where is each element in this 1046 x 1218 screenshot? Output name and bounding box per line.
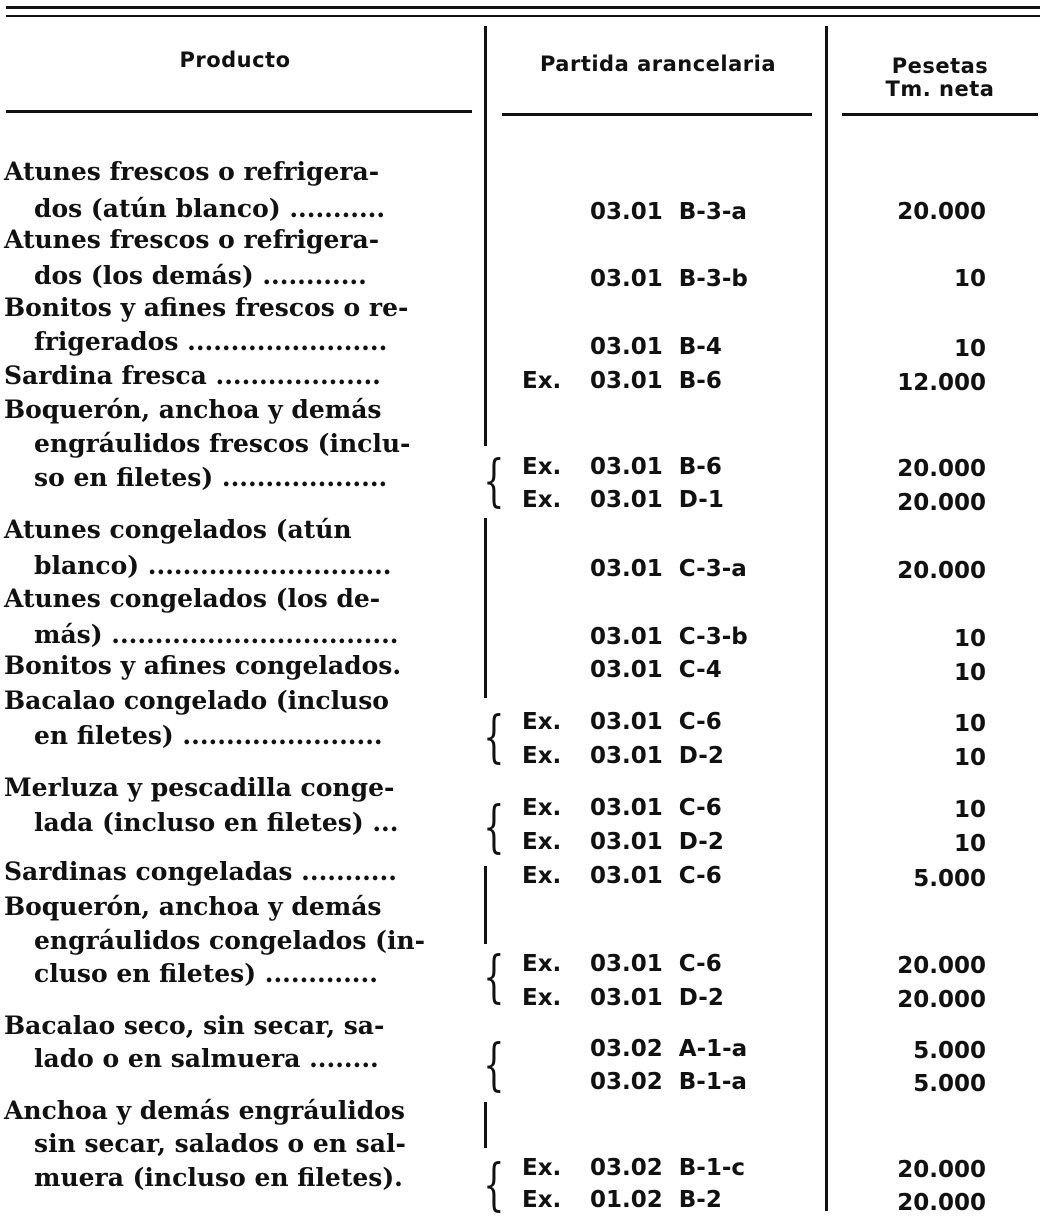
row-5-brace: { [483, 449, 505, 514]
header-pesetas-line1: Pesetas [891, 54, 989, 78]
row-13-value-1: 5.000 [913, 1038, 986, 1064]
row-5-line-1: Boquerón, anchoa y demás [4, 395, 382, 424]
row-14-line-2: sin secar, salados o en sal- [34, 1129, 406, 1158]
row-6-code-1: 03.01 C-3-a [590, 556, 747, 582]
row-7-value-1: 10 [953, 626, 986, 652]
row-2-line-2: dos (los demás) ............ [34, 261, 367, 290]
header-rule-producto [6, 110, 472, 113]
row-13-line-1: Bacalao seco, sin secar, sa- [4, 1011, 385, 1040]
header-pesetas-line2: Tm. neta [885, 77, 995, 101]
row-6-value-1: 20.000 [897, 558, 986, 584]
column-divider-left-2 [484, 518, 487, 698]
row-14-brace: { [483, 1153, 505, 1218]
row-12-value-1: 20.000 [897, 953, 986, 979]
row-1-line-2: dos (atún blanco) ........... [34, 194, 386, 223]
row-9-code-2: 03.01 D-2 [590, 743, 724, 769]
row-5-ex-2: Ex. [522, 487, 562, 513]
header-producto: Producto [179, 48, 291, 72]
row-5-line-3: so en filetes) ................... [34, 463, 388, 492]
row-5-code-1: 03.01 B-6 [590, 454, 722, 480]
row-11-value-1: 5.000 [913, 866, 986, 892]
header-partida: Partida arancelaria [539, 52, 777, 76]
row-4-value-1: 12.000 [897, 370, 986, 396]
row-13-code-2: 03.02 B-1-a [590, 1069, 747, 1095]
row-10-brace: { [483, 795, 505, 860]
row-5-ex-1: Ex. [522, 454, 562, 480]
row-12-line-2: engráulidos congelados (in- [34, 926, 426, 955]
row-3-value-1: 10 [953, 336, 986, 362]
row-4-code-1: 03.01 B-6 [590, 368, 722, 394]
row-8-code-1: 03.01 C-4 [590, 657, 722, 683]
row-7-line-1: Atunes congelados (los de- [4, 584, 381, 613]
row-12-ex-2: Ex. [522, 985, 562, 1011]
row-8-line-1: Bonitos y afines congelados. [4, 651, 402, 680]
row-9-value-2: 10 [953, 745, 986, 771]
row-10-code-1: 03.01 C-6 [590, 795, 722, 821]
row-6-line-2: blanco) ............................ [34, 551, 392, 580]
row-3-code-1: 03.01 B-4 [590, 334, 722, 360]
row-13-code-1: 03.02 A-1-a [590, 1036, 748, 1062]
row-3-line-1: Bonitos y afines frescos o re- [4, 293, 409, 322]
row-7-line-2: más) ................................. [34, 620, 399, 649]
row-12-line-3: cluso en filetes) ............. [34, 959, 378, 988]
row-5-value-2: 20.000 [897, 490, 986, 516]
row-1-code-1: 03.01 B-3-a [590, 199, 747, 225]
top-rule-2 [6, 15, 1040, 17]
row-12-line-1: Boquerón, anchoa y demás [4, 892, 382, 921]
row-10-ex-2: Ex. [522, 829, 562, 855]
row-14-value-2: 20.000 [897, 1190, 986, 1216]
row-10-ex-1: Ex. [522, 795, 562, 821]
row-14-ex-1: Ex. [522, 1155, 562, 1181]
row-13-line-2: lado o en salmuera ........ [34, 1044, 379, 1073]
row-14-line-3: muera (incluso en filetes). [34, 1163, 403, 1192]
row-4-line-1: Sardina fresca ................... [4, 361, 381, 390]
row-1-line-1: Atunes frescos o refrigera- [4, 157, 380, 186]
row-12-code-2: 03.01 D-2 [590, 985, 724, 1011]
row-10-line-1: Merluza y pescadilla conge- [4, 773, 395, 802]
row-11-line-1: Sardinas congeladas ........... [4, 857, 397, 886]
row-9-line-2: en filetes) ....................... [34, 721, 383, 750]
row-2-line-1: Atunes frescos o refrigera- [4, 225, 380, 254]
column-divider-right [825, 26, 828, 1211]
row-9-ex-1: Ex. [522, 709, 562, 735]
row-13-brace: { [483, 1033, 505, 1098]
row-10-value-2: 10 [953, 831, 986, 857]
row-12-brace: { [483, 945, 505, 1010]
row-7-code-1: 03.01 C-3-b [590, 624, 748, 650]
row-9-ex-2: Ex. [522, 743, 562, 769]
row-14-line-1: Anchoa y demás engráulidos [4, 1096, 405, 1125]
row-8-value-1: 10 [953, 660, 986, 686]
row-14-code-1: 03.02 B-1-c [590, 1155, 746, 1181]
row-14-value-1: 20.000 [897, 1157, 986, 1183]
row-11-ex-1: Ex. [522, 863, 562, 889]
row-12-value-2: 20.000 [897, 987, 986, 1013]
row-6-line-1: Atunes congelados (atún [4, 515, 352, 544]
row-2-value-1: 10 [953, 266, 986, 292]
column-divider-left-4 [484, 1102, 487, 1148]
row-9-brace: { [483, 705, 505, 770]
header-rule-partida [502, 113, 812, 116]
row-1-value-1: 20.000 [897, 199, 986, 225]
row-5-value-1: 20.000 [897, 456, 986, 482]
row-11-code-1: 03.01 C-6 [590, 863, 722, 889]
row-14-ex-2: Ex. [522, 1187, 562, 1213]
row-5-code-2: 03.01 D-1 [590, 487, 724, 513]
row-14-code-2: 01.02 B-2 [590, 1187, 722, 1213]
row-2-code-1: 03.01 B-3-b [590, 266, 748, 292]
column-divider-left-3 [484, 866, 487, 944]
row-9-value-1: 10 [953, 711, 986, 737]
row-10-value-1: 10 [953, 797, 986, 823]
header-rule-pesetas [842, 113, 1038, 116]
row-4-ex-1: Ex. [522, 368, 562, 394]
row-5-line-2: engráulidos frescos (inclu- [34, 429, 411, 458]
row-9-line-1: Bacalao congelado (incluso [4, 686, 389, 715]
row-12-ex-1: Ex. [522, 951, 562, 977]
row-10-line-2: lada (incluso en filetes) ... [34, 808, 399, 837]
row-10-code-2: 03.01 D-2 [590, 829, 724, 855]
column-divider-left [484, 26, 487, 446]
row-13-value-2: 5.000 [913, 1071, 986, 1097]
row-3-line-2: frigerados ....................... [34, 327, 388, 356]
row-12-code-1: 03.01 C-6 [590, 951, 722, 977]
row-9-code-1: 03.01 C-6 [590, 709, 722, 735]
top-rule-1 [6, 6, 1040, 9]
